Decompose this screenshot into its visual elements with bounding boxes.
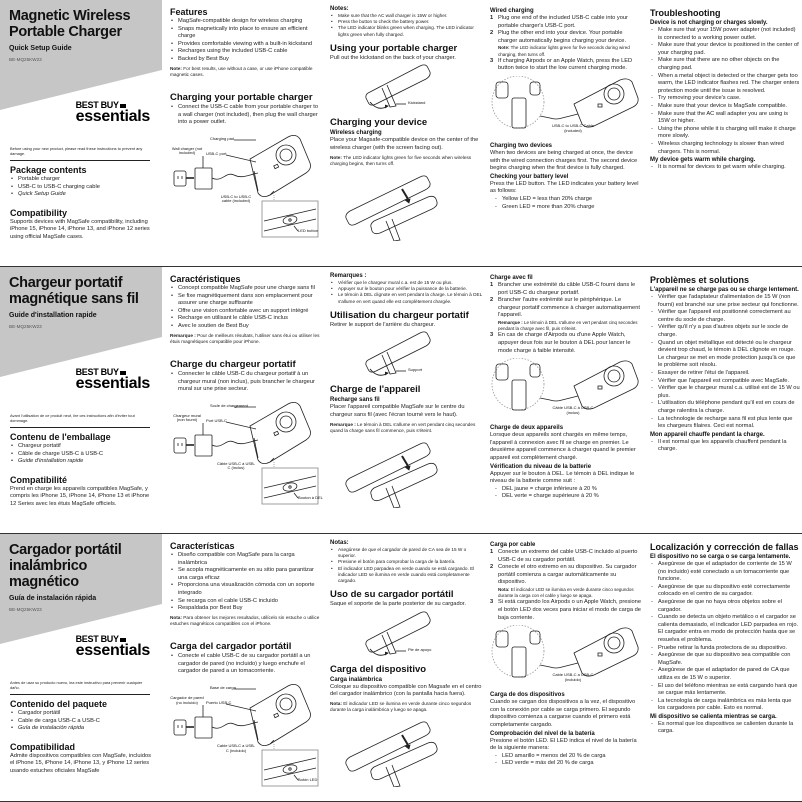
list-item: - Using the phone while it is charging will make it charge more slowly. xyxy=(650,126,800,141)
list-item: • Asegúrese de que el cargador de pared de CA sea de 15 W o superior. xyxy=(330,547,482,559)
cover-column xyxy=(0,267,162,533)
using-text: Saque el soporte de la parte posterior de su cargador. xyxy=(330,601,466,608)
note xyxy=(490,587,642,599)
troubleshooting-column xyxy=(650,8,800,267)
using-charger-heading: Using your portable charger xyxy=(330,42,458,54)
note xyxy=(330,422,482,434)
list-item: - Vérifier que le chargeur mural c.a. utilisé est de 15 W ou plus. xyxy=(650,385,800,400)
list-item: • The LED indicator blinks green when charging. The LED indicator lights green when fully charged. xyxy=(330,25,482,37)
compatibility-heading: Compatibilidad xyxy=(10,741,75,752)
warning-text: Antes de usar su producto nuevo, lea este instructivo para prevenir cualquier daño. xyxy=(10,680,143,690)
list-item: • Backed by Best Buy xyxy=(170,56,322,64)
list-item: - Cuando se detecta un objeto metálico o el cargador se calienta demasiado, el indicador LED parpadea en rojo. El cargador entra en modo de protección hasta que se resuelva el problema. xyxy=(650,614,800,644)
features-heading: Caractéristiques xyxy=(170,274,241,284)
step xyxy=(490,297,642,320)
step-number: 2 xyxy=(490,564,494,571)
compatibility-text: Admite dispositivos compatibles con MagSafe, incluidos el iPhone 15, iPhone 14, iPhone 13, y iPhone 12 series usando estuches oficiales MagSafe xyxy=(10,752,151,774)
list-item: - Asegúrese de que su dispositivo sea compatible con MagSafe. xyxy=(650,652,800,667)
logo-line2: essentials xyxy=(75,108,150,125)
step-number: 3 xyxy=(490,599,494,606)
bullet-list xyxy=(490,196,642,211)
bullet-list xyxy=(650,27,800,156)
best-buy-essentials-logo xyxy=(76,368,150,391)
warning-text: Avant l'utilisation de ce produit neuf, lire ces instructions afin d'éviter tout dommage. xyxy=(10,413,135,423)
label-usb-c-port: USB-C port xyxy=(206,150,227,156)
usage-column xyxy=(330,5,482,267)
label-cable: USB-C to USB-C Cable (included) xyxy=(551,122,594,133)
list-item: - Make sure that the AC wall adapter you are using is 15W or higher. xyxy=(650,111,800,126)
note-label: Note: xyxy=(170,65,182,71)
wireless-charging-text: Placer l'appareil compatible MagSafe sur le centre du chargeur sans fil (avec l'écran tourné vers le haut). xyxy=(330,404,465,418)
step xyxy=(490,549,642,564)
list-item: • Presione el botón para comprobar la carga de la batería. xyxy=(330,559,482,565)
product-title: Magnetic Wireless Portable Charger xyxy=(9,8,131,40)
step-text: Conecte un extremo del cable USB-C incluido al puerto USB-C de su cargador portátil. xyxy=(498,549,638,563)
list-item: • Connect the USB-C cable from your portable charger to a wall charger (not included), then plug the wall charger into a power outlet. xyxy=(170,104,322,127)
list-item: • Quick Setup Guide xyxy=(10,191,152,199)
list-item: • Se acopla magnéticamente en su sitio para garantizar una carga eficaz xyxy=(170,567,322,582)
troubleshooting-subheading: L'appareil ne se charge pas ou se charge lentement. xyxy=(650,287,799,293)
package-contents-heading: Package contents xyxy=(10,165,87,175)
label-usb-c-port: Puerto USB-C xyxy=(206,699,232,705)
label-cable: Cable USB-C a USB-C (incluido) xyxy=(216,742,255,753)
step-number: 2 xyxy=(490,30,494,37)
list-item: • Diseño compatible con MagSafe para la carga inalámbrica xyxy=(170,552,322,567)
charging-charger-heading: Carga del cargador portátil xyxy=(170,641,292,653)
bullet-list xyxy=(170,285,322,331)
list-item: • USB-C to USB-C charging cable xyxy=(10,184,152,192)
best-buy-essentials-logo xyxy=(76,635,150,658)
guide-section-fr xyxy=(0,267,802,534)
label-led-button: Botón LED xyxy=(298,776,318,782)
label-cable: Câble USB-C à USB-C (inclus) xyxy=(216,460,255,471)
list-item: • Concept compatible MagSafe pour une charge sans fil xyxy=(170,285,322,293)
compatibility-text: Supports devices with MagSafe compatibility, including iPhone 15, iPhone 14, iPhone 13, and iPhone 12 series using official MagSafe cases. xyxy=(10,218,150,240)
features-column xyxy=(170,7,322,267)
list-item: - Vérifier qu'il n'y a pas d'autres objets sur le socle de charge. xyxy=(650,324,800,339)
list-item: - LED verde = más del 20 % de carga xyxy=(490,760,642,768)
compatibility-heading: Compatibility xyxy=(10,207,68,218)
troubleshooting-subheading: My device gets warm while charging. xyxy=(650,157,756,164)
bullet-list xyxy=(490,486,642,501)
list-item: - Make sure that your device is positioned in the center of your charging pad. xyxy=(650,42,800,57)
list-item: • Press the button to check the battery power. xyxy=(330,19,482,25)
label-kickstand: Pie de apoyo xyxy=(408,646,432,652)
product-title: Cargador portátil inalámbrico magnético xyxy=(9,542,122,590)
wireless-charging-text: Place your Magsafe-compatible device on the center of the wireless charger (with the screen facing out). xyxy=(330,137,479,151)
using-charger-heading: Uso de su cargador portátil xyxy=(330,589,454,601)
note-label: Nota: xyxy=(170,614,182,620)
kickstand-illustration xyxy=(330,609,480,659)
guide-subtitle: Guide d'installation rapide xyxy=(9,312,97,319)
list-item: - Try removing your device's case. xyxy=(650,95,800,103)
note-label: Note: xyxy=(498,45,510,51)
features-heading: Features xyxy=(170,7,208,17)
wireless-charging-text: Coloque su dispositivo compatible con Magsafe en el centro del cargador inalámbrico (con la pantalla hacia fuera). xyxy=(330,683,482,698)
step-text: Brancher l'autre extrémité sur le périphérique. Le chargeur portatif commence à charger automatiquement l'appareil. xyxy=(498,297,640,319)
bullet-list xyxy=(170,653,322,676)
label-cable: Cable USB-C a USB-C (incluido) xyxy=(552,672,594,682)
label-cable: USB-C to USB-C cable (included) xyxy=(220,193,252,204)
wireless-charging-subheading: Wireless charging xyxy=(330,130,382,137)
battery-level-heading: Vérification du niveau de la batterie xyxy=(490,463,592,470)
bullet-list xyxy=(330,13,482,38)
model-number: BE-MQ25KW23 xyxy=(9,607,42,612)
list-item: - When a metal object is detected or the charger gets too warm, the LED indicator flashes red. The charger enters protection mode until the issue is resolved. xyxy=(650,73,800,96)
list-item: • Recharge en utilisant le câble USB-C inclus xyxy=(170,315,322,323)
note-text: Pour de meilleurs résultats, l'utiliser sans étui ou utiliser les étuis magnétiques compatible pour iPhone. xyxy=(170,332,320,344)
battery-level-text: Press the LED button. The LED indicates your battery level as follows: xyxy=(490,180,639,195)
wired-charging-heading: Wired charging xyxy=(490,8,534,14)
label-led-button: LED button xyxy=(298,227,319,233)
step xyxy=(490,15,642,30)
note-label: Remarque : xyxy=(330,421,356,427)
note xyxy=(170,615,322,627)
guide-subtitle: Guía de instalación rápida xyxy=(9,595,97,602)
label-kickstand: Support xyxy=(408,367,423,373)
using-text: Pull out the kickstand on the back of your charger. xyxy=(330,54,456,61)
step-number: 3 xyxy=(490,57,494,64)
troubleshooting-subheading: Mi dispositivo se calienta mientras se carga. xyxy=(650,713,777,720)
cover-column xyxy=(0,534,162,801)
bullet-list xyxy=(10,443,152,466)
list-item: • Recharges using the included USB-C cable xyxy=(170,48,322,56)
wireless-charging-subheading: Carga inalámbrica xyxy=(330,676,383,683)
list-item: - Essayer de retirer l'étui de l'appareil. xyxy=(650,370,800,378)
wired-charging-heading: Carga por cable xyxy=(490,542,536,548)
step xyxy=(490,599,642,622)
bullet-list xyxy=(330,547,482,584)
list-item: • Provides comfortable viewing with a built-in kickstand xyxy=(170,41,322,49)
list-item: - Es normal que los dispositivos se calienten durante la carga. xyxy=(650,721,800,736)
charging-charger-heading: Charge du chargeur portatif xyxy=(170,358,296,370)
charging-charger-heading: Charging your portable charger xyxy=(170,91,313,103)
two-devices-heading: Carga de dos dispositivos xyxy=(490,692,565,699)
list-item: - LED amarillo = menos del 20 % de carga xyxy=(490,753,642,761)
note xyxy=(490,45,642,57)
list-item: • Proporciona una visualización cómoda con un soporte integrado xyxy=(170,582,322,597)
charging-device-heading: Charge de l'appareil xyxy=(330,384,421,396)
step xyxy=(490,282,642,297)
list-item: - La technologie de recharge sans fil est plus lente que les chargeurs filaires. Ceci est normal. xyxy=(650,416,800,431)
step-text: Plug the other end into your device. Your portable charger automatically begins charging your device. xyxy=(498,30,627,44)
list-item: • Cargador portátil xyxy=(10,710,152,718)
note-text: El indicador LED se ilumina en verde durante cinco segundos durante la carga inalámbrica y luego se apaga. xyxy=(330,701,472,713)
label-charging-pad: Base de carga xyxy=(210,684,236,690)
logo-line1: BEST BUY xyxy=(76,101,150,110)
list-item: • Vérifier que le chargeur mural c.a. est de 15 W ou plus. xyxy=(330,280,482,286)
battery-level-heading: Comprobación del nivel de la batería xyxy=(490,730,595,737)
step-number: 1 xyxy=(490,282,494,288)
list-item: • Make sure that the AC wall charger is 15W or higher. xyxy=(330,13,482,19)
list-item: • Câble de charge USB-C à USB-C xyxy=(10,451,152,459)
bullet-list xyxy=(170,104,322,127)
note xyxy=(490,320,642,332)
label-usb-c-port: Port USB-C xyxy=(206,417,227,423)
wired-charging-column xyxy=(490,274,642,534)
list-item: - Asegúrese de que el adaptador de pared de CA que utiliza es de 15 W o superior. xyxy=(650,667,800,682)
troubleshooting-heading: Problèmes et solutions xyxy=(650,275,750,285)
list-item: • El indicador LED parpadea en verde cuando se está cargando. El indicador LED se ilumina en verde cuando está completamente cargado. xyxy=(330,566,482,585)
logo-line2: essentials xyxy=(75,642,150,659)
usage-column xyxy=(330,539,482,802)
label-kickstand: Kickstand xyxy=(408,100,426,106)
list-item: • Offre une vision confortable avec un support intégré xyxy=(170,308,322,316)
phone-on-stand-illustration xyxy=(330,715,480,787)
label-wall-charger: Cargador de pared (no incluido) xyxy=(170,694,204,705)
guide-subtitle: Quick Setup Guide xyxy=(9,45,72,52)
list-item: - Asegúrese de que no haya otros objetos sobre el cargador. xyxy=(650,599,800,614)
troubleshooting-subheading: Mon appareil chauffe pendant la charge. xyxy=(650,431,765,438)
phone-on-stand-illustration xyxy=(330,436,480,508)
charging-device-heading: Carga del dispositivo xyxy=(330,663,427,675)
list-item: - L'utilisation du téléphone pendant qu'il est en cours de charge ralentira la charge. xyxy=(650,400,800,415)
label-wall-charger: Chargeur mural (non fourni) xyxy=(173,412,201,423)
charging-device-heading: Charging your device xyxy=(330,117,428,129)
step-number: 1 xyxy=(490,549,494,555)
bullet-list xyxy=(650,164,800,172)
notes-heading: Remarques : xyxy=(330,273,367,279)
two-devices-heading: Charging two devices xyxy=(490,142,553,149)
list-item: - Yellow LED = less than 20% charge xyxy=(490,196,642,204)
cover-header xyxy=(9,542,159,613)
list-item: • Cable de carga USB-C a USB-C xyxy=(10,718,152,726)
list-item: - Asegúrese de que el adaptador de corriente de 15 W (no incluido) esté conectado a un tomacorriente que funcione. xyxy=(650,561,800,584)
phone-on-stand-illustration xyxy=(330,169,480,241)
wired-charging-column xyxy=(490,541,642,802)
product-title: Chargeur portatif magnétique sans fil xyxy=(9,275,139,307)
compatibility-text: Prend en charge les appareils compatibles MagSafe, y compris les iPhone 15, iPhone 14, iPhone 13 et iPhone 12 Series avec les étuis MagSafe officiels. xyxy=(10,485,150,507)
list-item: - Vérifier que l'adaptateur d'alimentation de 15 W (non fourni) est branché sur une prise secteur qui fonctionne. xyxy=(650,294,800,309)
list-item: - Il est normal que les appareils chauffent pendant la charge. xyxy=(650,439,800,454)
bullet-list xyxy=(10,176,152,199)
label-led-button: Bouton à DEL xyxy=(298,494,323,500)
label-charging-pad: Charging pad xyxy=(210,135,235,141)
list-item: • Guía de instalación rápida xyxy=(10,725,152,733)
notes-heading: Notas: xyxy=(330,540,349,546)
troubleshooting-subheading: Device is not charging or charges slowly. xyxy=(650,20,768,26)
step xyxy=(490,332,642,355)
label-cable: Câble USB-C à USB-C (inclus) xyxy=(552,405,594,415)
list-item: • Chargeur portatif xyxy=(10,443,152,451)
bullet-list xyxy=(10,710,152,733)
note xyxy=(330,701,482,713)
note-label: Nota: xyxy=(498,586,510,592)
list-item: • Connecter le câble USB-C du chargeur portatif à un chargeur mural (non inclus), puis brancher le chargeur mural sur une prise secteur. xyxy=(170,371,322,394)
step-text: Si está cargando los Airpods o un Apple Watch, presione el botón LED dos veces para iniciar el modo de carga de baja corriente. xyxy=(498,599,642,621)
list-item: - Make sure that there are no other objects on the charging pad. xyxy=(650,57,800,72)
list-item: • Conecte el cable USB-C de su cargador portátil a un cargador de pared (no incluido) y luego enchufe el cargador de pared a un tomacorriente. xyxy=(170,653,322,676)
divider xyxy=(10,160,150,161)
compatibility-heading: Compatibilité xyxy=(10,474,68,485)
note-text: Para obtener los mejores resultados, utilícelo sin estuche o utilice estuches magnéticos compatibles con el iPhone. xyxy=(170,614,320,626)
note-text: For best results, use without a case, or use iPhone compatible magnetic cases. xyxy=(170,65,313,77)
list-item: - La tecnología de carga inalámbrica es más lenta que los cargadores por cable. Esto es normal. xyxy=(650,698,800,713)
bullet-list xyxy=(330,280,482,305)
troubleshooting-column xyxy=(650,275,800,534)
list-item: • Guide d'installation rapide xyxy=(10,458,152,466)
note xyxy=(170,333,322,345)
notes-heading: Notes: xyxy=(330,6,349,12)
note-text: The LED indicator lights green for five seconds when wireless charging begins, then turns off. xyxy=(330,154,472,166)
two-devices-text: When two devices are being charged at once, the device with the wired connection charges first. The second device begins charging when the first device is fully charged. xyxy=(490,149,638,172)
package-contents-heading: Contenido del paquete xyxy=(10,699,108,709)
step-number: 1 xyxy=(490,15,494,21)
two-devices-text: Cuando se cargan dos dispositivos a la vez, el dispositivo con la conexión por cable se carga primero. El segundo dispositivo comienza a cargarse cuando el primero está completamente cargado. xyxy=(490,699,636,728)
step xyxy=(490,564,642,587)
step xyxy=(490,30,642,45)
bullet-list xyxy=(650,721,800,736)
step-text: Conecte el otro extremo en su dispositivo. Su cargador portátil comienza a cargar automáticamente su dispositivo. xyxy=(498,564,637,586)
list-item: • Avec le soutien de Best Buy xyxy=(170,323,322,331)
bullet-list xyxy=(490,753,642,768)
features-heading: Características xyxy=(170,541,235,551)
label-charging-pad: Socle de chargement xyxy=(210,402,248,408)
list-item: - Green LED = more than 20% charge xyxy=(490,204,642,212)
troubleshooting-column xyxy=(650,542,800,802)
note xyxy=(330,155,482,167)
list-item: • Appuyer sur le bouton pour vérifier la puissance de la batterie. xyxy=(330,286,482,292)
using-text: Retirer le support de l'arrière du chargeur. xyxy=(330,321,436,328)
bullet-list xyxy=(650,294,800,431)
battery-level-text: Appuyer sur le bouton à DEL. Le témoin à DEL indique le niveau de la batterie comme suit : xyxy=(490,470,635,485)
label-wall-charger: Wall charger (not included) xyxy=(171,145,203,156)
two-devices-text: Lorsque deux appareils sont chargés en même temps, l'appareil à connexion avec fil se charge en premier. Le deuxième appareil commence à charger quand le premier appareil est complètement chargé. xyxy=(490,432,636,461)
warning-text: Before using your new product, please read these instructions to prevent any damage. xyxy=(10,146,143,156)
step-text: Brancher une extrémité du câble USB-C fourni dans le port USB-C du chargeur portatif. xyxy=(498,282,636,296)
list-item: • Se recarga con el cable USB-C incluido xyxy=(170,598,322,606)
wired-charging-heading: Charge avec fil xyxy=(490,275,533,281)
logo-line1: BEST BUY xyxy=(76,635,150,644)
guide-section-es xyxy=(0,534,802,802)
note-label: Nota: xyxy=(330,701,342,706)
model-number: BE-MQ25KW23 xyxy=(9,57,42,62)
cover-column xyxy=(0,0,162,266)
list-item: • MagSafe-compatible design for wireless charging xyxy=(170,18,322,26)
bullet-list xyxy=(170,371,322,394)
wired-charging-column xyxy=(490,7,642,267)
wireless-charging-subheading: Recharge sans fil xyxy=(330,397,380,404)
cover-header xyxy=(9,8,159,63)
list-item: - El uso del teléfono mientras se está cargando hará que se cargue más lentamente. xyxy=(650,683,800,698)
step-number: 3 xyxy=(490,332,494,339)
divider xyxy=(10,427,150,428)
model-number: BE-MQ25KW23 xyxy=(9,324,42,329)
features-column xyxy=(170,274,322,534)
package-contents-heading: Contenu de l'emballage xyxy=(10,432,111,442)
list-item: - DEL verte = charge supérieure à 20 % xyxy=(490,493,642,501)
step-text: En cas de charge d'Airpods ou d'une Apple Watch, appuyer deux fois sur le bouton à DEL pour lancer le mode charge à faible intensité. xyxy=(498,332,631,354)
list-item: - Asegúrese de que su dispositivo esté correctamente colocado en el centro de su cargador. xyxy=(650,584,800,599)
step-number: 2 xyxy=(490,297,494,304)
list-item: • Portable charger xyxy=(10,176,152,184)
troubleshooting-heading: Localización y corrección de fallas xyxy=(650,542,799,552)
list-item: • Respaldada por Best Buy xyxy=(170,605,322,613)
best-buy-essentials-logo xyxy=(76,101,150,124)
list-item: - Make sure that your device is MagSafe compatible. xyxy=(650,103,800,111)
note-label: Remarque : xyxy=(170,332,196,338)
step-text: Plug one end of the included USB-C cable into your portable charger's USB-C port. xyxy=(498,15,628,29)
note-text: Le témoin à DEL s'allume en vert pendant cinq secondes pendant la charge avec fil, puis s'éteint. xyxy=(498,319,638,332)
battery-level-heading: Checking your battery level xyxy=(490,173,569,180)
two-devices-heading: Charge de deux appareils xyxy=(490,425,564,432)
cover-header xyxy=(9,275,159,330)
step xyxy=(490,58,642,73)
list-item: - Make sure that your 15W power adapter (not included) is connected to a working power outlet. xyxy=(650,27,800,42)
note xyxy=(170,66,322,78)
note-text: Le témoin à DEL s'allume en vert pendant cinq secondes quand la charge sans fil commence, puis s'éteint. xyxy=(330,421,476,433)
list-item: • Se fixe magnétiquement dans son emplacement pour assurer une charge suffisante xyxy=(170,293,322,308)
list-item: • Snaps magnetically into place to ensure an efficient charge xyxy=(170,26,322,41)
troubleshooting-subheading: El dispositivo no se carga o se carga lentamente. xyxy=(650,554,791,560)
kickstand-illustration xyxy=(330,62,480,112)
using-charger-heading: Utilisation du chargeur portatif xyxy=(330,309,469,321)
bullet-list xyxy=(170,552,322,613)
battery-level-text: Presione el botón LED. El LED indica el nivel de la batería de la siguiente manera: xyxy=(490,737,637,752)
list-item: - DEL jaune = charge inférieure à 20 % xyxy=(490,486,642,494)
note-label: Note: xyxy=(330,154,342,160)
usage-column xyxy=(330,272,482,534)
logo-line1: BEST BUY xyxy=(76,368,150,377)
divider xyxy=(10,694,150,695)
step-text: If charging Airpods or an Apple Watch, press the LED button twice to start the low current charging mode. xyxy=(498,57,633,72)
guide-section-en xyxy=(0,0,802,267)
list-item: • Le témoin à DEL clignote en vert pendant la charge. Le témoin à DEL s'allume en vert quand elle est complètement chargée. xyxy=(330,292,482,304)
bullet-list xyxy=(170,18,322,64)
list-item: - Vérifier que l'appareil est positionné correctement au centre du socle de charge. xyxy=(650,309,800,324)
list-item: - Pruebe retirar la funda protectora de su dispositivo. xyxy=(650,645,800,653)
note-text: El indicador LED se ilumina en verde durante cinco segundos durante la carga con el cable y luego se apaga. xyxy=(498,586,634,599)
note-text: The LED indicator lights green for five seconds during wired charging, then turns off. xyxy=(498,45,630,57)
troubleshooting-heading: Troubleshooting xyxy=(650,8,721,18)
list-item: - Wireless charging technology is slower than wired chargers. This is normal. xyxy=(650,141,800,156)
logo-line2: essentials xyxy=(75,375,150,392)
features-column xyxy=(170,541,322,802)
bullet-list xyxy=(650,439,800,454)
note-label: Remarque : xyxy=(498,319,523,325)
list-item: - Quand un objet métallique est détecté ou le chargeur devient trop chaud, le témoin à DEL clignote en rouge. Le chargeur se met en mode protection jusqu'à ce que le problème soit résolu. xyxy=(650,340,800,370)
kickstand-illustration xyxy=(330,329,480,379)
list-item: - It is normal for devices to get warm while charging. xyxy=(650,164,800,172)
bullet-list xyxy=(650,561,800,713)
list-item: - Vérifier que l'appareil est compatible avec MagSafe. xyxy=(650,378,800,386)
